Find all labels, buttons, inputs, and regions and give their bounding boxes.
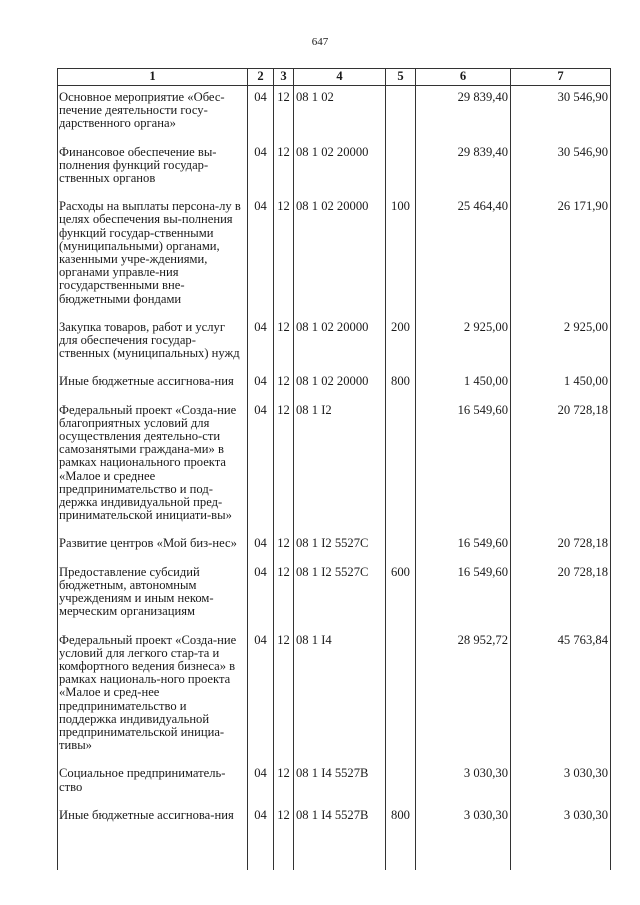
table-row: [58, 532, 611, 560]
row-amount-7: 20 728,18: [511, 532, 611, 560]
row-expense-type: [386, 86, 416, 141]
row-amount-6: 16 549,60: [416, 399, 511, 533]
filler-cell: [294, 832, 386, 870]
column-header-5: 5: [386, 69, 416, 86]
row-amount-6: 28 952,72: [416, 629, 511, 763]
table-row: [58, 195, 611, 316]
filler-cell: [248, 832, 274, 870]
filler-cell: [386, 832, 416, 870]
row-code: 08 1 02 20000: [294, 370, 386, 398]
column-header-2: 2: [248, 69, 274, 86]
row-amount-6: 16 549,60: [416, 561, 511, 629]
row-code: 08 1 I4 5527B: [294, 762, 386, 803]
row-col-2: 04: [248, 762, 274, 803]
row-code: 08 1 02: [294, 86, 386, 141]
row-amount-7: 3 030,30: [511, 762, 611, 803]
row-code: 08 1 02 20000: [294, 195, 386, 316]
table-row: [58, 399, 611, 533]
row-expense-type: 600: [386, 561, 416, 629]
table-body: [58, 86, 611, 870]
row-col-2: 04: [248, 370, 274, 398]
row-expense-type: [386, 532, 416, 560]
row-code: 08 1 I2 5527C: [294, 532, 386, 560]
row-amount-6: 3 030,30: [416, 762, 511, 803]
row-col-2: 04: [248, 399, 274, 533]
row-col-2: 04: [248, 804, 274, 832]
row-expense-type: 100: [386, 195, 416, 316]
row-code: 08 1 I4: [294, 629, 386, 763]
table-row: [58, 762, 611, 803]
row-name: Закупка товаров, работ и услуг для обеспечения государ-ственных (муниципальных) нужд: [58, 316, 248, 371]
row-name: Федеральный проект «Созда-ние условий для легкого стар-та и комфортного ведения бизнеса» в рамках националь-ного проекта «Малое и сред-нее предпринимательство и поддержка индивидуальной предпринимательской инициа-тивы»: [58, 629, 248, 763]
filler-cell: [274, 832, 294, 870]
row-col-2: 04: [248, 316, 274, 371]
row-amount-6: 29 839,40: [416, 141, 511, 196]
table-row: [58, 86, 611, 141]
row-amount-7: 3 030,30: [511, 804, 611, 832]
row-name: Развитие центров «Мой биз-нес»: [58, 532, 248, 560]
row-expense-type: 200: [386, 316, 416, 371]
row-amount-6: 1 450,00: [416, 370, 511, 398]
row-name: Федеральный проект «Созда-ние благоприятных условий для осуществления деятельно-сти самозанятыми граждана-ми» в рамках национального проекта «Малое и среднее предпринимательство и под-держка индивидуальной пред-принимательской инициати-вы»: [58, 399, 248, 533]
row-code: 08 1 I2 5527C: [294, 561, 386, 629]
row-amount-7: 2 925,00: [511, 316, 611, 371]
row-col-3: 12: [274, 762, 294, 803]
row-col-2: 04: [248, 195, 274, 316]
row-code: 08 1 I2: [294, 399, 386, 533]
row-col-2: 04: [248, 561, 274, 629]
row-col-3: 12: [274, 804, 294, 832]
row-amount-7: 26 171,90: [511, 195, 611, 316]
table-filler-row: [58, 832, 611, 870]
row-expense-type: 800: [386, 370, 416, 398]
row-col-3: 12: [274, 141, 294, 196]
table-row: [58, 804, 611, 832]
row-name: Иные бюджетные ассигнова-ния: [58, 804, 248, 832]
column-header-3: 3: [274, 69, 294, 86]
row-col-2: 04: [248, 86, 274, 141]
row-col-3: 12: [274, 532, 294, 560]
filler-cell: [58, 832, 248, 870]
row-col-3: 12: [274, 399, 294, 533]
table-row: [58, 316, 611, 371]
header-row: [58, 69, 611, 86]
row-amount-7: 1 450,00: [511, 370, 611, 398]
row-amount-6: 29 839,40: [416, 86, 511, 141]
filler-cell: [416, 832, 511, 870]
row-name: Иные бюджетные ассигнова-ния: [58, 370, 248, 398]
row-col-3: 12: [274, 370, 294, 398]
row-name: Социальное предприниматель-ство: [58, 762, 248, 803]
row-col-2: 04: [248, 532, 274, 560]
row-amount-6: 2 925,00: [416, 316, 511, 371]
row-amount-7: 20 728,18: [511, 399, 611, 533]
row-amount-6: 3 030,30: [416, 804, 511, 832]
row-col-3: 12: [274, 86, 294, 141]
row-amount-7: 45 763,84: [511, 629, 611, 763]
table-header: [58, 69, 611, 86]
row-expense-type: [386, 141, 416, 196]
row-amount-6: 16 549,60: [416, 532, 511, 560]
row-name: Финансовое обеспечение вы-полнения функций государ-ственных органов: [58, 141, 248, 196]
table-row: [58, 629, 611, 763]
row-amount-6: 25 464,40: [416, 195, 511, 316]
row-code: 08 1 I4 5527B: [294, 804, 386, 832]
table-row: [58, 141, 611, 196]
column-header-4: 4: [294, 69, 386, 86]
row-col-3: 12: [274, 195, 294, 316]
table-row: [58, 561, 611, 629]
row-col-2: 04: [248, 629, 274, 763]
row-amount-7: 30 546,90: [511, 86, 611, 141]
row-col-2: 04: [248, 141, 274, 196]
row-name: Расходы на выплаты персона-лу в целях обеспечения вы-полнения функций государ-ственными (муниципальными) органами, казенными учре-ждениями, органами управле-ния государственными вне-бюджетными фондами: [58, 195, 248, 316]
row-code: 08 1 02 20000: [294, 316, 386, 371]
row-amount-7: 20 728,18: [511, 561, 611, 629]
budget-table: [57, 68, 611, 870]
column-header-1: 1: [58, 69, 248, 86]
row-name: Основное мероприятие «Обес-печение деятельности госу-дарственного органа»: [58, 86, 248, 141]
page-number: 647: [311, 36, 329, 48]
row-col-3: 12: [274, 561, 294, 629]
table-row: [58, 370, 611, 398]
row-code: 08 1 02 20000: [294, 141, 386, 196]
row-amount-7: 30 546,90: [511, 141, 611, 196]
row-expense-type: 800: [386, 804, 416, 832]
row-col-3: 12: [274, 629, 294, 763]
filler-cell: [511, 832, 611, 870]
column-header-7: 7: [511, 69, 611, 86]
row-name: Предоставление субсидий бюджетным, автономным учреждениям и иным неком-мерческим организациям: [58, 561, 248, 629]
column-header-6: 6: [416, 69, 511, 86]
row-expense-type: [386, 399, 416, 533]
row-expense-type: [386, 629, 416, 763]
row-expense-type: [386, 762, 416, 803]
row-col-3: 12: [274, 316, 294, 371]
